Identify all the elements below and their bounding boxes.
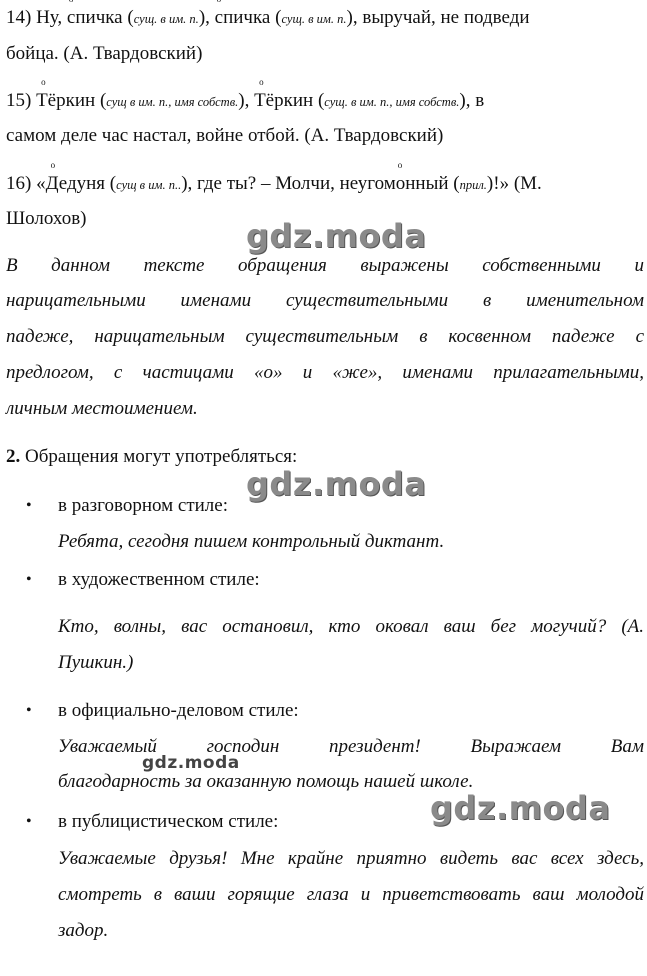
text: кин ( (65, 90, 107, 111)
text: 15) (6, 90, 37, 111)
style-label-journalistic: в публицистическом стиле: (58, 811, 279, 832)
text: ), выручай, не подведи (346, 7, 530, 28)
example-14-line-1 (6, 6, 644, 31)
grammar-note: сущ. в им. п., имя собств. (324, 95, 460, 109)
style-example-official-1: Уважаемый господин президент! Выражаем Вам (58, 736, 644, 757)
text: кин ( (283, 90, 325, 111)
style-example-journalistic-3: задор. (58, 920, 109, 941)
text: )!» (М. (486, 173, 542, 194)
section-heading-text: Обращения могут употребляться: (20, 446, 298, 467)
style-example-artistic-2: Пушкин.) (58, 652, 134, 673)
section-number: 2. (6, 446, 21, 467)
accented-word: o Тёр (36, 89, 66, 113)
summary-line-5: личным местоимением. (6, 398, 198, 419)
text: чка ( (243, 7, 282, 28)
text: ), (198, 7, 215, 28)
accented-word: o Дед (46, 172, 77, 196)
watermark-logo: gdz.moda (246, 465, 427, 503)
style-label-artistic: в художественном стиле: (58, 569, 260, 590)
grammar-note: прил. (459, 178, 487, 192)
bullet-icon: • (26, 702, 32, 719)
style-example-artistic-1: Кто, волны, вас остановил, кто оковал ваш бег могучий? (А. (58, 616, 644, 637)
example-15-line-2: самом деле час настал, войне отбой. (А. Твардовский) (6, 125, 444, 146)
grammar-note: сущ. в им. п. (133, 12, 199, 26)
style-example-conversational: Ребята, сегодня пишем контрольный диктант. (58, 531, 445, 552)
bullet-icon: • (26, 571, 32, 588)
example-16-line-1 (6, 172, 644, 197)
watermark-logo: gdz.moda (430, 789, 611, 827)
text: 16) « (6, 173, 46, 194)
summary-line-1: В данном тексте обращения выражены собственными и (6, 255, 644, 276)
accented-word: o Тёр (254, 89, 284, 113)
style-example-official-2: благодарность за оказанную помощь нашей школе. (58, 771, 474, 792)
example-16-line-2: Шолохов) (6, 208, 87, 229)
summary-line-2: нарицательными именами существительными в именительном (6, 290, 644, 311)
example-14-line-2: бойца. (А. Твардовский) (6, 43, 203, 64)
accented-word: o он (396, 172, 416, 196)
bullet-icon: • (26, 497, 32, 514)
watermark-logo: gdz.moda (142, 753, 240, 773)
style-example-journalistic-2: смотреть в ваши горящие глаза и приветствовать ваш молодой (58, 884, 644, 905)
accented-word: o спи (215, 6, 244, 30)
summary-line-3: падеже, нарицательным существительным в косвенном падеже с (6, 326, 644, 347)
text: чка ( (95, 7, 134, 28)
text: ), в (459, 90, 485, 111)
text: уня ( (76, 173, 117, 194)
text: ), где ты? – Молчи, неугом (181, 173, 396, 194)
summary-line-4: предлогом, с частицами «о» и «же», именами прилагательными, (6, 362, 644, 383)
bullet-icon: • (26, 813, 32, 830)
style-label-conversational: в разговорном стиле: (58, 495, 228, 516)
style-example-journalistic-1: Уважаемые друзья! Мне крайне приятно видеть вас всех здесь, (58, 848, 644, 869)
accented-word: o спи (67, 6, 96, 30)
style-label-official: в официально-деловом стиле: (58, 700, 299, 721)
grammar-note: сущ в им. п., имя собств. (106, 95, 239, 109)
text: 14) Ну, (6, 7, 67, 28)
grammar-note: сущ. в им. п. (281, 12, 347, 26)
watermark-logo: gdz.moda (246, 217, 427, 255)
grammar-note: сущ в им. п.. (116, 178, 182, 192)
text: ), (238, 90, 255, 111)
example-15-line-1 (6, 89, 644, 114)
text: ный ( (415, 173, 460, 194)
